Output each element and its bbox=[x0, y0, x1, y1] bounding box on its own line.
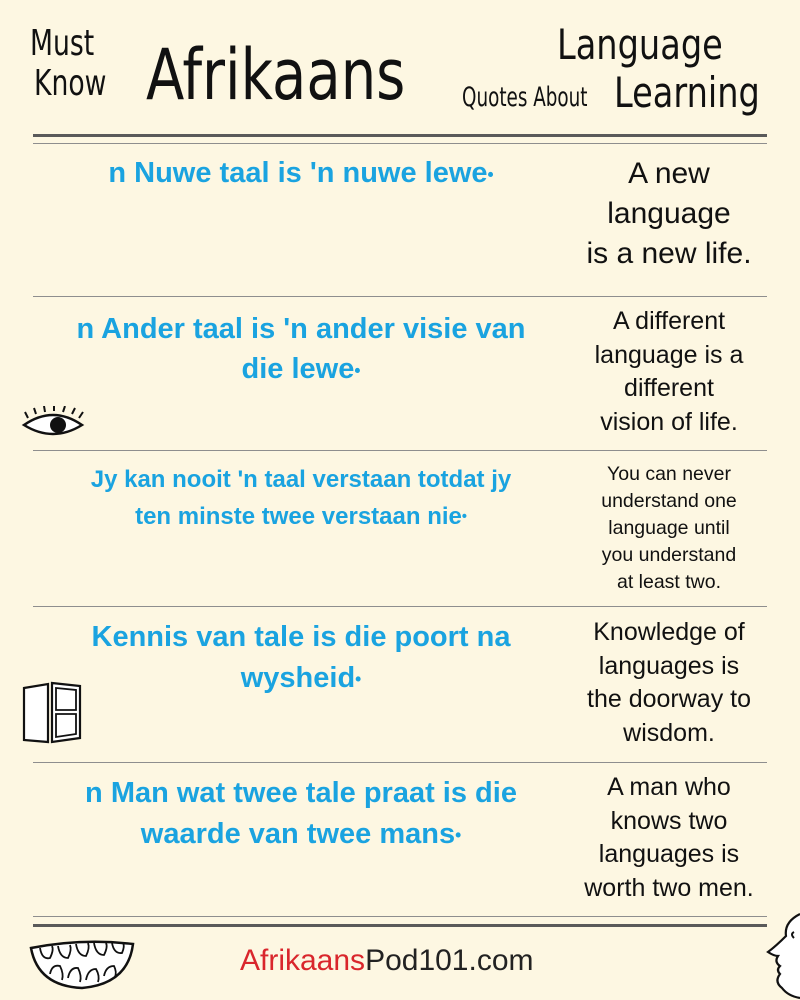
quote-row-4 bbox=[33, 607, 767, 762]
english-line: You can never bbox=[607, 463, 731, 485]
afrikaans-quote: n Man wat twee tale praat is die waarde van twee mans• bbox=[33, 773, 569, 856]
quote-row-1 bbox=[33, 144, 767, 296]
afrikaans-line: Kennis van tale is die poort na bbox=[91, 621, 511, 653]
divider-top bbox=[33, 134, 767, 137]
header-know: Know bbox=[34, 63, 107, 104]
site-url[interactable] bbox=[240, 943, 534, 979]
english-line: the doorway to bbox=[587, 685, 751, 713]
afrikaans-line: ten minste twee verstaan nie bbox=[135, 503, 462, 530]
afrikaans-line: Jy kan nooit 'n taal verstaan totdat jy bbox=[90, 466, 512, 493]
afrikaans-quote: n Nuwe taal is 'n nuwe lewe• bbox=[108, 157, 494, 189]
header bbox=[0, 0, 800, 130]
site-brand: Afrikaans bbox=[240, 944, 366, 977]
header-learning: Learning bbox=[614, 68, 760, 117]
english-translation bbox=[569, 154, 769, 274]
afrikaans-line: waarde van twee mans bbox=[140, 818, 456, 850]
english-translation bbox=[569, 305, 769, 439]
afrikaans-line: wysheid bbox=[240, 662, 356, 694]
english-line: languages is bbox=[598, 651, 740, 680]
afrikaans-quote: n Ander taal is 'n ander visie van die lewe• bbox=[33, 309, 569, 390]
afrikaans-line: n Ander taal is 'n ander visie van bbox=[76, 313, 526, 345]
english-translation bbox=[569, 771, 769, 905]
site-domain: Pod101.com bbox=[365, 944, 534, 977]
english-line: you understand bbox=[601, 544, 737, 566]
divider-bottom bbox=[33, 924, 767, 927]
divider-bottom-thin bbox=[33, 916, 767, 917]
english-line: languages is bbox=[598, 840, 740, 868]
quote-row-5 bbox=[33, 763, 767, 915]
afrikaans-line: n Man wat twee tale praat is die bbox=[85, 777, 517, 809]
page-title: Afrikaans bbox=[146, 34, 406, 116]
english-translation bbox=[569, 461, 769, 596]
english-line: is a new life. bbox=[586, 237, 752, 270]
english-line: worth two men. bbox=[584, 873, 754, 902]
window-icon bbox=[18, 680, 88, 746]
english-line: vision of life. bbox=[600, 407, 738, 436]
english-line: language until bbox=[608, 517, 730, 539]
smiling-mouth-icon bbox=[28, 936, 136, 992]
afrikaans-quote: Jy kan nooit 'n taal verstaan totdat jy ten minste twee verstaan nie• bbox=[33, 461, 569, 536]
quote-row-2 bbox=[33, 297, 767, 450]
english-line: understand one bbox=[601, 490, 737, 512]
english-line: Knowledge of bbox=[593, 618, 745, 646]
header-must: Must bbox=[30, 23, 95, 64]
header-quotes-about: Quotes About bbox=[462, 82, 588, 113]
afrikaans-line: die lewe bbox=[241, 353, 355, 385]
english-translation bbox=[569, 616, 769, 750]
english-line: knows two bbox=[610, 806, 728, 835]
english-line: different bbox=[624, 374, 714, 402]
afrikaans-quote: Kennis van tale is die poort na wysheid• bbox=[33, 617, 569, 700]
afrikaans-line: n Nuwe taal is 'n nuwe lewe bbox=[108, 157, 488, 189]
english-line: language bbox=[607, 197, 731, 230]
english-line: wisdom. bbox=[623, 718, 715, 747]
header-language: Language bbox=[557, 20, 723, 69]
english-line: A man who bbox=[607, 773, 731, 801]
english-line: language is a bbox=[594, 340, 744, 369]
english-line: A different bbox=[612, 307, 726, 335]
eye-icon bbox=[20, 406, 86, 442]
face-profile-icon bbox=[752, 910, 800, 1000]
quote-row-3 bbox=[33, 451, 767, 606]
english-line: A new bbox=[628, 157, 710, 190]
english-line: at least two. bbox=[616, 571, 722, 593]
